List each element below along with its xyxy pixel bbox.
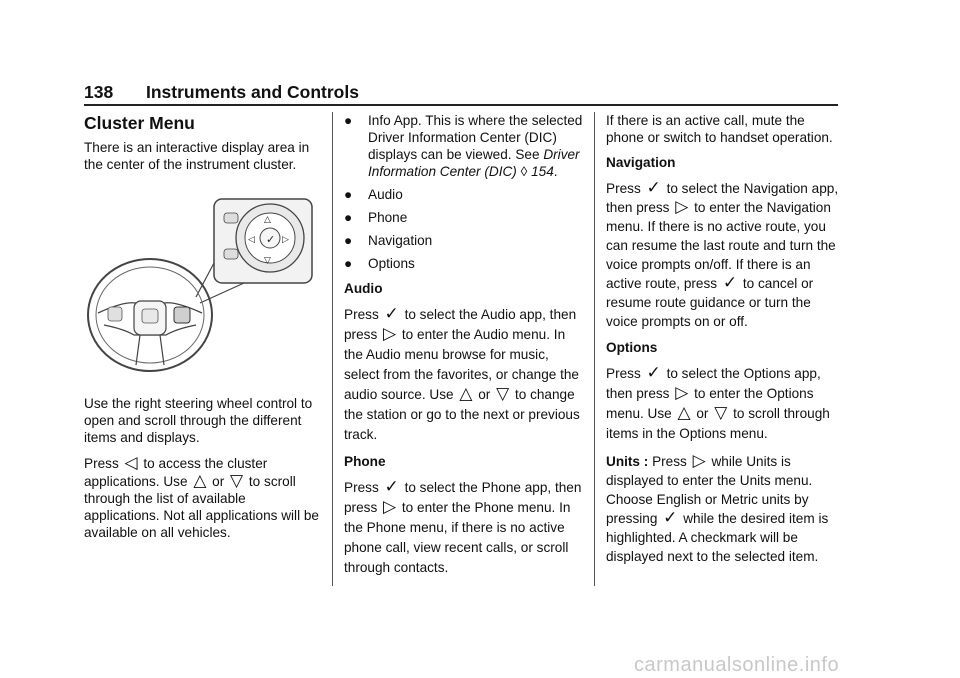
list-item: ● Phone bbox=[344, 210, 408, 225]
phone-paragraph: Press ✓ to select the Phone app, then press ▷ to enter the Phone menu. In the Phone menu, if there is no active phone call, view recent calls, or scroll through contacts. bbox=[344, 477, 582, 575]
checkmark-icon: ✓ bbox=[646, 363, 661, 382]
back-arrow-icon: ◁ bbox=[124, 453, 138, 472]
navigation-paragraph: Press ✓ to select the Navigation app, then press ▷ to enter the Navigation menu. If there is no active route, you can resume the last route and turn the voice prompts on/off. If there is an active route, press ✓ to cancel or resume route guidance or turn the voice prompts on or off. bbox=[606, 178, 839, 329]
checkmark-icon: ✓ bbox=[722, 273, 738, 292]
bullet-icon: ● bbox=[344, 210, 353, 225]
intro-paragraph: There is an interactive display area in the center of the instrument cluster. bbox=[84, 140, 310, 172]
column-divider bbox=[594, 112, 595, 586]
column-2 bbox=[344, 112, 584, 586]
page-ref-icon: ◊ bbox=[520, 164, 528, 179]
audio-paragraph: Press ✓ to select the Audio app, then press ▷ to enter the Audio menu. In the Audio menu browse for music, select from the favorites, or change the audio source. Use △ or ▽ to change the station or go to the next or previous track. bbox=[344, 304, 580, 442]
options-heading: Options bbox=[606, 340, 658, 355]
audio-heading: Audio bbox=[344, 281, 383, 296]
up-arrow-icon: △ bbox=[677, 403, 691, 422]
bullet-icon: ● bbox=[344, 256, 353, 271]
right-arrow-icon: ▷ bbox=[383, 497, 397, 516]
section-heading: Cluster Menu bbox=[84, 113, 195, 133]
down-arrow-icon: ▽ bbox=[496, 384, 510, 403]
units-label: Units : bbox=[606, 454, 649, 469]
options-paragraph: Press ✓ to select the Options app, then press ▷ to enter the Options menu. Use △ or ▽ to scroll through items in the Options menu. bbox=[606, 363, 830, 441]
column-1 bbox=[84, 112, 320, 549]
cross-reference-link[interactable]: Driver Information Center (DIC) bbox=[368, 147, 580, 179]
checkmark-icon: ✓ bbox=[384, 477, 399, 496]
phone-heading: Phone bbox=[344, 454, 386, 469]
down-arrow-icon: ▽ bbox=[230, 471, 244, 490]
right-arrow-icon: ▷ bbox=[675, 383, 689, 402]
page-header bbox=[84, 82, 838, 106]
bullet-icon: ● bbox=[344, 187, 353, 202]
steering-paragraph: Use the right steering wheel control to open and scroll through the different items and displays. bbox=[84, 396, 313, 445]
column-3 bbox=[606, 112, 842, 574]
right-arrow-icon: ▷ bbox=[675, 197, 689, 216]
up-arrow-icon: △ bbox=[459, 384, 473, 403]
svg-text:▽: ▽ bbox=[264, 256, 271, 266]
up-arrow-icon: △ bbox=[193, 471, 207, 490]
watermark: carmanualsonline.info bbox=[634, 654, 840, 676]
bullet-icon: ● bbox=[344, 113, 353, 128]
svg-text:△: △ bbox=[264, 215, 271, 225]
svg-text:▷: ▷ bbox=[282, 235, 289, 245]
continued-paragraph: If there is an active call, mute the phone or switch to handset operation. bbox=[606, 113, 833, 145]
navigation-heading: Navigation bbox=[606, 155, 676, 170]
access-paragraph: Press ◁ to access the cluster applications. Use △ or ▽ to scroll through the list of available applications. Not all applications will be available on all vehicles. bbox=[84, 453, 319, 540]
bullet-icon: ● bbox=[344, 233, 353, 248]
list-item: ● Audio bbox=[344, 187, 403, 202]
steering-wheel-illustration bbox=[84, 183, 320, 383]
down-arrow-icon: ▽ bbox=[714, 403, 728, 422]
section-title: Instruments and Controls bbox=[146, 82, 359, 102]
cross-reference-page[interactable]: 154 bbox=[531, 164, 554, 179]
svg-text:◁: ◁ bbox=[248, 235, 255, 245]
page-number: 138 bbox=[84, 82, 114, 102]
units-paragraph: Units : Press ▷ while Units is displayed to enter the Units menu. Choose English or Metric units by pressing ✓ while the desired item is highlighted. A checkmark will be displayed next to the selected item. bbox=[606, 451, 829, 564]
svg-text:✓: ✓ bbox=[266, 233, 276, 246]
checkmark-icon: ✓ bbox=[646, 178, 661, 197]
list-item: ● Options bbox=[344, 256, 415, 271]
list-item: ● Info App. This is where the selected Driver Information Center (DIC) displays can be viewed. See Driver Information Center (DIC) ◊ 154. bbox=[344, 113, 583, 179]
checkmark-icon: ✓ bbox=[663, 508, 678, 527]
right-arrow-icon: ▷ bbox=[692, 451, 706, 470]
checkmark-icon: ✓ bbox=[384, 304, 399, 323]
column-divider bbox=[332, 112, 333, 586]
right-arrow-icon: ▷ bbox=[383, 324, 397, 343]
list-item: ● Navigation bbox=[344, 233, 433, 248]
